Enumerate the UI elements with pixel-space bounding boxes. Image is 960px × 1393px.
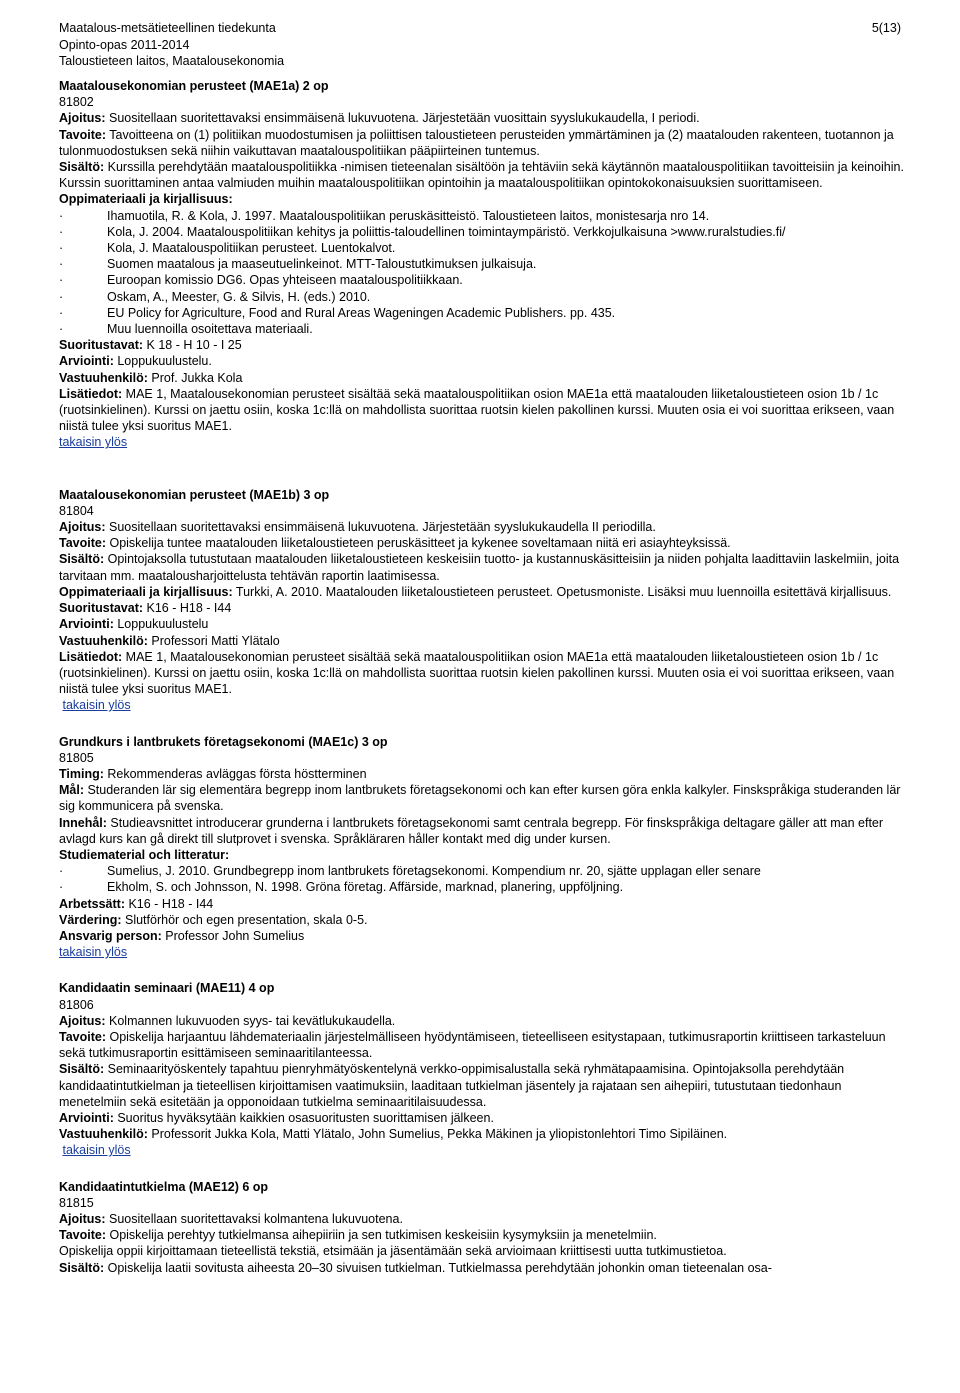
back-to-top-link[interactable]: takaisin ylös — [62, 698, 131, 713]
ansvarig-field: Ansvarig person: Professor John Sumelius — [59, 928, 305, 943]
list-item: · Ihamuotila, R. & Kola, J. 1997. Maatalouspolitiikan peruskäsitteistö. Taloustieteen laitos, monistesarja nro 14. — [59, 208, 710, 223]
tavoite-field: Tavoite: Opiskelija harjaantuu lähdemateriaalin järjestelmälliseen hyödyntämiseen, tieteelliseen esitystapaan, tutkimusraportin kriittiseen tarkasteluun sekä tutkimusraportin esittämiseen seminaaritilanteessa. — [59, 1029, 886, 1061]
list-item: · Suomen maatalous ja maaseutuelinkeinot. MTT-Taloustutkimuksen julkaisuja. — [59, 257, 537, 272]
lisatiedot-field: Lisätiedot: MAE 1, Maatalousekonomian perusteet sisältää sekä maatalouspolitiikan osion MAE1a että maatalouden liiketaloustieteen osion 1b / 1c (ruotsinkielinen). Kurssi on jaettu osiin, koska 1c:llä on mahdollista suorittaa ruotsin kielen pakollinen kurssi. Muuten osia ei voi suorittaa erikseen, vaan niistä tulee yksi suoritus MAE1. — [59, 386, 895, 434]
course-code: 81806 — [59, 997, 94, 1012]
arviointi-field: Arviointi: Suoritus hyväksytään kaikkien osasuoritusten suorittamisen jälkeen. — [59, 1110, 494, 1125]
department-name: Taloustieteen laitos, Maatalousekonomia — [59, 54, 285, 68]
innehal-field: Innehål: Studieavsnittet introducerar grunderna i lantbrukets företagsekonomi samt centrala begrepp. För finskspråkiga deltagare gäller att man efter avlagd kurs kan gå direkt till slutprovet i svenska. Språkläraren håller kontakt med dig under kursen. — [59, 815, 884, 846]
timing-field: Timing: Rekommenderas avläggas första höstterminen — [59, 766, 367, 781]
tavoite-extra-text: Opiskelija oppii kirjoittamaan tieteellistä tekstiä, etsimään ja jäsentämään sekä arvioimaan kriittisesti uutta tutkimustietoa. — [59, 1244, 727, 1259]
ajoitus-field: Ajoitus: Suositellaan suoritettavaksi kolmantena lukuvuotena. — [59, 1212, 403, 1226]
course-mae1c — [59, 734, 904, 961]
course-title: Kandidaatintutkielma (MAE12) 6 op — [59, 1179, 269, 1194]
page-header — [59, 20, 904, 78]
back-to-top-link[interactable]: takaisin ylös — [59, 435, 128, 450]
course-mae11 — [59, 980, 904, 1158]
tavoite-field: Tavoite: Tavoitteena on (1) politiikan muodostumisen ja poliittisen taloustieteen perusteiden ymmärtäminen ja (2) maatalouden rakenteen, tuotannon ja tulonmuodostuksen sekä niihin vaikuttavan maatalouspolitiikan pääpiirteinen tuntemus. — [59, 127, 894, 158]
course-title: Maatalousekonomian perusteet (MAE1a) 2 op — [59, 79, 329, 93]
suoritustavat-field: Suoritustavat: K 18 - H 10 - I 25 — [59, 338, 242, 353]
sisalto-field: Sisältö: Kurssilla perehdytään maatalouspolitiikka -nimisen tieteenalan sisältöön ja tehtäviin sekä käytännön maatalouspolitiikan tavoitteisiin ja keinoihin. Kurssin suorittaminen antaa valmiuden muihin maatalouspolitiikan opintoihin ja maatalouspolitiikan opintokokonaisuuksien suorittamiseen. — [59, 160, 904, 191]
course-title: Maatalousekonomian perusteet (MAE1b) 3 op — [59, 487, 330, 502]
sisalto-field: Sisältö: Opiskelija laatii sovitusta aiheesta 20–30 sivuisen tutkielman. Tutkielmassa perehdytään johonkin oman tieteenalan osa- — [59, 1260, 772, 1275]
arviointi-field: Arviointi: Loppukuulustelu — [59, 617, 209, 632]
vastuuhenkilo-field: Vastuuhenkilö: Professori Matti Ylätalo — [59, 633, 280, 648]
list-item: · Oskam, A., Meester, G. & Silvis, H. (eds.) 2010. — [59, 289, 371, 304]
document-page — [59, 20, 904, 1276]
study-guide-title: Opinto-opas 2011-2014 — [59, 37, 190, 52]
sisalto-field: Sisältö: Seminaarityöskentely tapahtuu pienryhmätyöskentelynä verkko-oppimisalustalla sekä ryhmätapaamisina. Opintojaksolla perehdytään kandidaatintutkielman ja tieteellisen kirjoittamisen vaatimuksiin, laaditaan tutkielman jäsentely ja rajataan sen aihepiiri, tutustutaan tiedonhaun menetelmiin sekä esitetään ja opponoidaan tutkielma seminaaritilaisuudessa. — [59, 1062, 845, 1109]
list-item: · Euroopan komissio DG6. Opas yhteiseen maatalouspolitiikkaan. — [59, 273, 463, 288]
course-title: Grundkurs i lantbrukets företagsekonomi (MAE1c) 3 op — [59, 734, 388, 749]
vardering-field: Värdering: Slutförhör och egen presentation, skala 0-5. — [59, 912, 368, 927]
course-code: 81815 — [59, 1195, 94, 1210]
list-item: · Muu luennoilla osoitettava materiaali. — [59, 322, 313, 337]
tavoite-field: Tavoite: Opiskelija tuntee maatalouden liiketaloustieteen peruskäsitteet ja kykenee soveltamaan niitä eri asiayhteyksissä. — [59, 536, 731, 551]
back-to-top-link[interactable]: takaisin ylös — [62, 1143, 131, 1158]
course-mae12 — [59, 1179, 904, 1276]
list-item: · Sumelius, J. 2010. Grundbegrepp inom lantbrukets företagsekonomi. Kompendium nr. 20, sjätte upplagan eller senare — [59, 864, 761, 879]
ajoitus-field: Ajoitus: Suositellaan suoritettavaksi ensimmäisenä lukuvuotena. Järjestetään syyslukukaudella II periodilla. — [59, 520, 656, 535]
suoritustavat-field: Suoritustavat: K16 - H18 - I44 — [59, 601, 232, 616]
oppimateriaali-field: Oppimateriaali ja kirjallisuus: Turkki, A. 2010. Maatalouden liiketaloustieteen perusteet. Opetusmoniste. Lisäksi muu luennoilla esitettävä kirjallisuus. — [59, 584, 892, 599]
reference-list — [59, 863, 904, 895]
reference-list — [59, 208, 904, 338]
course-mae1a — [59, 78, 904, 451]
faculty-name: Maatalous-metsätieteellinen tiedekunta — [59, 21, 276, 35]
back-to-top-link[interactable]: takaisin ylös — [59, 945, 128, 960]
list-item: · EU Policy for Agriculture, Food and Rural Areas Wageningen Academic Publishers. pp. 435. — [59, 305, 616, 320]
course-code: 81802 — [59, 95, 94, 110]
arviointi-field: Arviointi: Loppukuulustelu. — [59, 354, 212, 369]
list-item: · Ekholm, S. och Johnsson, N. 1998. Gröna företag. Affärside, marknad, planering, uppföljning. — [59, 880, 624, 895]
tavoite-field: Tavoite: Opiskelija perehtyy tutkielmansa aihepiiriin ja sen tutkimisen keskeisiin kysymyksiin ja menetelmiin. — [59, 1228, 657, 1243]
ajoitus-field: Ajoitus: Kolmannen lukuvuoden syys- tai kevätlukukaudella. — [59, 1013, 396, 1028]
ajoitus-field: Ajoitus: Suositellaan suoritettavaksi ensimmäisenä lukuvuotena. Järjestetään vuosittain syyslukukaudella, I periodi. — [59, 111, 700, 126]
list-item: · Kola, J. 2004. Maatalouspolitiikan kehitys ja poliittis-taloudellinen toimintaympäristö. Verkkojulkaisuna >www.ruralstudies.fi/ — [59, 224, 786, 239]
arbetssatt-field: Arbetssätt: K16 - H18 - I44 — [59, 896, 214, 911]
course-mae1b — [59, 487, 904, 714]
mal-field: Mål: Studeranden lär sig elementära begrepp inom lantbrukets företagsekonomi och kan efter kursen göra enkla kalkyler. Finskspråkiga studeranden lär sig kommunicera på svenska. — [59, 783, 901, 814]
course-code: 81805 — [59, 750, 94, 765]
lisatiedot-field: Lisätiedot: MAE 1, Maatalousekonomian perusteet sisältää sekä maatalouspolitiikan osion MAE1a että maatalouden liiketaloustieteen osion 1b / 1c (ruotsinkielinen). Kurssi on jaettu osiin, koska 1c:llä on mahdollista suorittaa ruotsin kielen pakollinen kurssi. Muuten osia ei voi suorittaa erikseen, vaan niistä tulee yksi suoritus MAE1. — [59, 649, 895, 697]
sisalto-field: Sisältö: Opintojaksolla tutustutaan maatalouden liiketaloustieteen keskeisiin tuotto- ja kustannuskäsitteisiin ja niiden pohjalta laadittaviin laskelmiin, joita tarvitaan mm. maatalousharjoittelusta tehtävän raportin laatimisessa. — [59, 552, 900, 583]
vastuuhenkilo-field: Vastuuhenkilö: Professorit Jukka Kola, Matti Ylätalo, John Sumelius, Pekka Mäkinen ja yliopistonlehtori Timo Sipiläinen. — [59, 1127, 728, 1142]
oppimateriaali-label: Oppimateriaali ja kirjallisuus: — [59, 192, 233, 207]
course-title: Kandidaatin seminaari (MAE11) 4 op — [59, 981, 275, 996]
course-code: 81804 — [59, 503, 94, 518]
vastuuhenkilo-field: Vastuuhenkilö: Prof. Jukka Kola — [59, 370, 243, 385]
page-number: 5(13) — [871, 21, 901, 35]
list-item: · Kola, J. Maatalouspolitiikan perusteet. Luentokalvot. — [59, 241, 396, 256]
studiematerial-label: Studiematerial och litteratur: — [59, 847, 230, 862]
